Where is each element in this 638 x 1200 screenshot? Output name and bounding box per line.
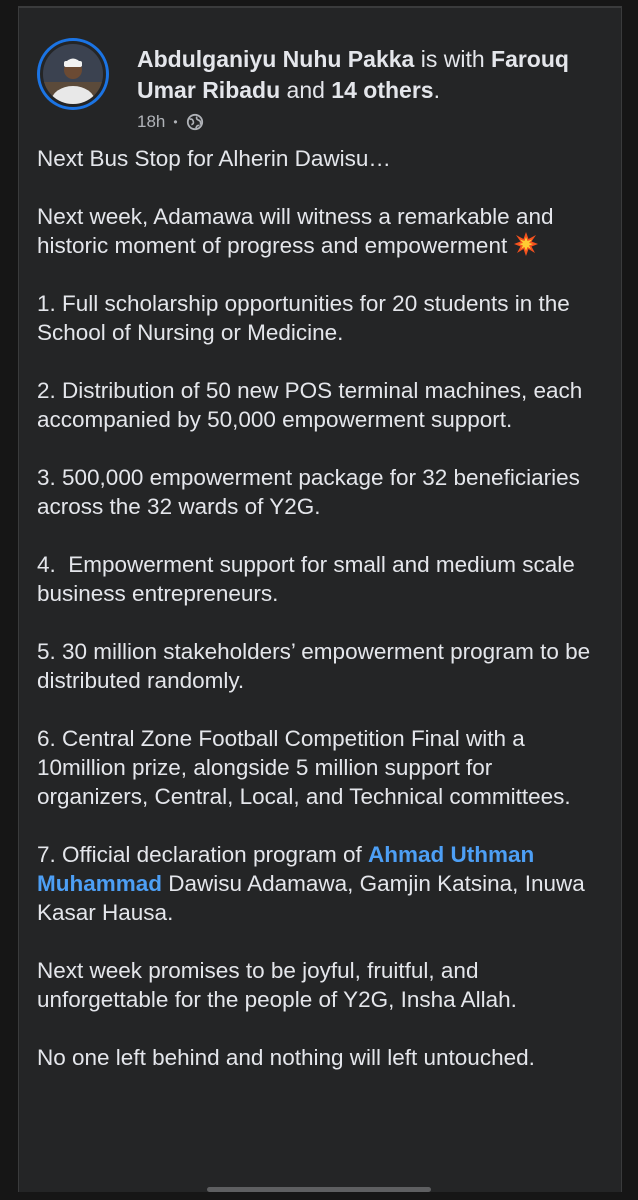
globe-icon[interactable]	[186, 113, 204, 131]
item7-prefix: 7. Official declaration program of	[37, 842, 362, 867]
post-meta	[137, 112, 204, 132]
post-intro	[37, 202, 607, 260]
tagged-name[interactable]: Farouq Umar Ribadu	[137, 46, 569, 103]
intro-text: Next week, Adamawa will witness a remarkable and historic moment of progress and empowerment	[37, 204, 554, 258]
period: .	[433, 77, 440, 103]
collision-emoji-icon	[513, 231, 539, 257]
list-item-6: 6. Central Zone Football Competition Final with a 10million prize, alongside 5 million support for organizers, Central, Local, and Technical committees.	[37, 726, 571, 809]
post-body	[37, 144, 607, 1101]
post-card	[18, 6, 622, 1192]
author-line	[137, 44, 607, 106]
with-text: is with	[420, 46, 485, 72]
list-item-1: 1. Full scholarship opportunities for 20 students in the School of Nursing or Medicine.	[37, 291, 570, 345]
closing-paragraph-1: Next week promises to be joyful, fruitful, and unforgettable for the people of Y2G, Insha Allah.	[37, 958, 517, 1012]
avatar-image	[40, 41, 106, 107]
post-title-line: Next Bus Stop for Alherin Dawisu…	[37, 146, 391, 171]
closing-paragraph-2: No one left behind and nothing will left untouched.	[37, 1045, 535, 1070]
author-name[interactable]: Abdulganiyu Nuhu Pakka	[137, 46, 415, 72]
list-item-5: 5. 30 million stakeholders’ empowerment program to be distributed randomly.	[37, 639, 591, 693]
list-item-2: 2. Distribution of 50 new POS terminal machines, each accompanied by 50,000 empowerment support.	[37, 378, 583, 432]
meta-separator: •	[173, 115, 178, 129]
list-item-3: 3. 500,000 empowerment package for 32 beneficiaries across the 32 wards of Y2G.	[37, 465, 580, 519]
avatar[interactable]	[37, 38, 109, 110]
item7-suffix: Dawisu Adamawa, Gamjin Katsina, Inuwa Kasar Hausa.	[37, 871, 585, 925]
list-item-7	[37, 840, 607, 927]
card-divider	[19, 6, 621, 8]
others-link[interactable]: 14 others	[331, 77, 434, 103]
post-time[interactable]: 18h	[137, 112, 166, 131]
and-text: and	[286, 77, 325, 103]
list-item-4: 4. Empowerment support for small and medium scale business entrepreneurs.	[37, 552, 581, 606]
mention-link[interactable]: Ahmad Uthman Muhammad	[37, 842, 535, 896]
profile-photo-icon	[43, 44, 103, 104]
home-indicator[interactable]	[207, 1187, 431, 1192]
